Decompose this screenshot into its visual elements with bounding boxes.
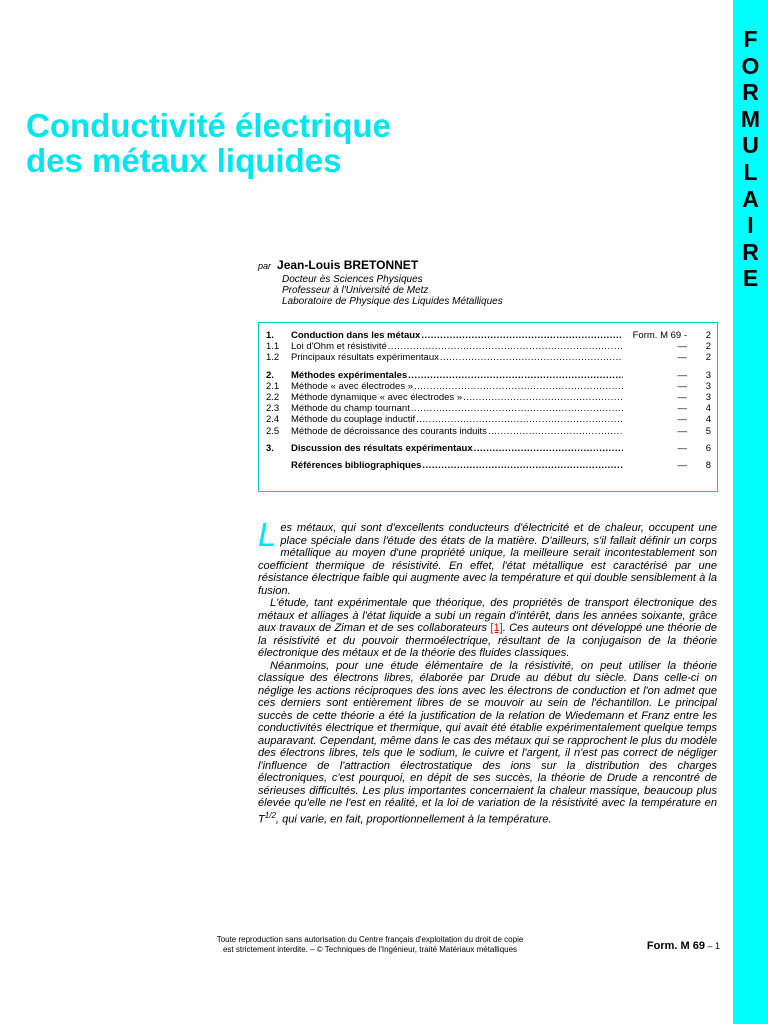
toc-entry-label-wrap [291, 426, 623, 437]
toc-entry[interactable] [266, 403, 711, 414]
toc-entry-page: 6 [705, 442, 711, 454]
paragraph-2-text: L'étude, tant expérimentale que théorique, des propriétés de transport électronique des métaux et alliages à l'état liquide a subi un regain d'intérêt, dans les années soixante, grâce aux travaux de Ziman et de ses collaborateurs [258, 597, 717, 634]
sidebar-letter: E [742, 265, 759, 292]
sidebar-letter: R [742, 79, 759, 106]
toc-entry-label-wrap [291, 403, 623, 414]
page-reference [560, 940, 720, 952]
credential-line: Laboratoire de Physique des Liquides Métalliques [282, 296, 503, 307]
toc-entry-page: 4 [705, 414, 711, 426]
toc-entry-label: Discussion des résultats expérimentaux [291, 442, 473, 454]
toc-entry-label: Références bibliographiques [291, 459, 422, 471]
copyright-line-2: est strictement interdite. – © Techniques de l'Ingénieur, traité Matériaux métalliques [222, 944, 518, 954]
toc-leader-dots [408, 370, 623, 381]
toc-entry[interactable] [266, 460, 711, 471]
toc-entry-label: Méthode de décroissance des courants induits [291, 425, 487, 437]
table-of-contents [258, 322, 718, 492]
page-number: – 1 [704, 941, 720, 951]
paragraph-2 [258, 597, 717, 660]
toc-entry-ref: — [677, 459, 687, 471]
toc-entry-label-wrap [291, 443, 623, 454]
toc-entry[interactable] [266, 392, 711, 403]
toc-entry-number: 1. [266, 330, 274, 341]
title-line-1: Conductivité électrique [26, 107, 391, 144]
toc-entry[interactable] [266, 352, 711, 363]
toc-leader-dots [421, 330, 623, 341]
drop-cap: L [258, 516, 277, 553]
toc-leader-dots [474, 443, 623, 454]
toc-entry-label: Conduction dans les métaux [291, 330, 421, 341]
toc-leader-dots [416, 414, 623, 425]
sidebar-letter: F [743, 26, 758, 52]
toc-entry[interactable] [266, 341, 711, 352]
toc-entry[interactable] [266, 426, 711, 437]
math-exponent: 1/2 [264, 810, 276, 820]
toc-leader-dots [388, 341, 623, 352]
toc-leader-dots [463, 392, 623, 403]
toc-entry[interactable] [266, 443, 711, 454]
sidebar-letter: I [747, 212, 754, 239]
toc-leader-dots [422, 460, 623, 471]
document-title [26, 108, 586, 178]
author-name: Jean-Louis BRETONNET [277, 258, 419, 272]
toc-entry-ref: — [677, 352, 687, 364]
toc-leader-dots [488, 426, 623, 437]
citation-link[interactable]: [1] [490, 622, 503, 634]
toc-entry-label: Méthode « avec électrodes » [291, 380, 413, 392]
toc-entry-page: 8 [705, 459, 711, 471]
toc-entry-label-wrap [291, 414, 623, 425]
sidebar-letter: M [740, 105, 761, 132]
paragraph-2-text-end: . Ces auteurs ont développé une théorie de la résistivité et du pouvoir thermoélectrique, résultant de la conjugaison de la théorie électronique des métaux et de la théorie des fluides classiques. [258, 622, 717, 659]
paragraph-3-text: Néanmoins, pour une étude élémentaire de la résistivité, on peut utiliser la théorie classique des électrons libres, élaborée par Drude au début du siècle. Dans celle-ci on néglige les actions réciproques des ions avec les électrons de conduction et l'on admet que ces derniers sont entièrement libres de se mouvoir au sein de l'échantillon. Le principal succès de cette théorie a été la justification de la relation de Wiedemann et Franz entre les conductivités électrique et thermique, qui avait été établie expérimentalement quelque temps auparavant. Cependant, même dans le cas des métaux qui se rapprochent le plus du modèle des électrons libres, tels que le sodium, le cuivre et l'argent, il n'est pas correct de négliger l'influence de l'attraction électrostatique des ions sur la distribution des charges électroniques, c'est pourquoi, en dépit de ses succès, la théorie de Drude a rencontré de sérieuses difficultés. Les plus importantes concernaient la chaleur massique, beaucoup plus élevée qu'elle ne l'est en réalité, et la loi de variation de la résistivité avec la température en [258, 659, 717, 809]
sidebar-letter: L [743, 158, 758, 185]
copyright-line-1: Toute reproduction sans autorisation du Centre français d'exploitation du droit de copie [216, 935, 524, 944]
toc-entry-label: Méthodes expérimentales [291, 369, 408, 381]
toc-entry-ref: — [677, 341, 687, 353]
credential-line: Docteur ès Sciences Physiques [282, 274, 423, 285]
toc-entry-page: 5 [705, 425, 711, 437]
toc-entry-page: 3 [705, 380, 711, 392]
toc-leader-dots [411, 403, 623, 414]
toc-leader-dots [440, 352, 623, 363]
credential-line: Professeur à l'Université de Metz [282, 285, 429, 296]
toc-entry-number: 3. [266, 442, 274, 454]
toc-entry-label: Méthode du champ tournant [291, 403, 410, 415]
toc-entry-label: Méthode du couplage inductif [291, 414, 416, 426]
toc-entry[interactable] [266, 381, 711, 392]
toc-entry-ref: — [677, 403, 687, 415]
math-variable: T [258, 813, 265, 826]
toc-entry-number: 2.2 [266, 391, 280, 403]
toc-entry-ref: — [677, 369, 687, 381]
toc-entry-label-wrap [291, 460, 623, 471]
toc-entry-page: 4 [705, 403, 711, 415]
toc-entry-label-wrap [291, 381, 623, 392]
toc-entry-number: 1.1 [266, 341, 280, 353]
title-line-2: des métaux liquides [26, 142, 342, 179]
sidebar-formulaire-label [733, 26, 768, 292]
sidebar-letter: A [742, 185, 759, 212]
form-label: Form. M 69 [646, 940, 705, 952]
toc-entry-number: 2. [266, 369, 274, 381]
toc-entry-page: 2 [705, 341, 711, 353]
toc-entry[interactable] [266, 330, 711, 341]
toc-entry-number: 1.2 [266, 352, 280, 364]
sidebar-letter: U [742, 132, 759, 159]
toc-entry[interactable] [266, 370, 711, 381]
paragraph-1-text: es métaux, qui sont d'excellents conducteurs d'électricité et de chaleur, occupent une place spéciale dans l'étude des états de la matière. D'ailleurs, s'il fallait définir un corps métallique au moyen d'une propriété unique, la meilleure serait incontestablement son coefficient thermique de résistivité. En effet, l'état métallique est caractérisé par une résistance électrique faible qui augmente avec la température et qui double sensiblement à la fusion. [258, 522, 717, 597]
toc-entry-ref: — [677, 391, 687, 403]
toc-entry-page: 3 [705, 391, 711, 403]
toc-entry-ref: Form. M 69 - [632, 330, 687, 341]
paragraph-3 [258, 660, 717, 826]
byline [258, 256, 718, 307]
toc-entry-ref: — [677, 414, 687, 426]
sidebar-letter: R [742, 238, 759, 265]
toc-entry-number: 2.5 [266, 425, 280, 437]
sidebar-letter: O [741, 52, 760, 79]
toc-leader-dots [414, 381, 623, 392]
body-text [258, 516, 717, 826]
toc-entry-ref: — [677, 425, 687, 437]
toc-entry-label-wrap [291, 341, 623, 352]
toc-entry-label: Loi d'Ohm et résistivité [291, 341, 387, 353]
toc-entry-number: 2.4 [266, 414, 280, 426]
toc-entry-page: 2 [705, 330, 711, 341]
paragraph-3-text-end: , qui varie, en fait, proportionnellement à la température. [275, 813, 552, 826]
toc-entry-label-wrap [291, 330, 623, 341]
toc-entry-page: 3 [705, 369, 711, 381]
toc-entry-number: 2.1 [266, 380, 280, 392]
toc-entry-label-wrap [291, 370, 623, 381]
toc-entry-label: Méthode dynamique « avec électrodes » [291, 391, 463, 403]
toc-entry-label: Principaux résultats expérimentaux [291, 352, 439, 364]
toc-entry[interactable] [266, 414, 711, 425]
toc-entry-number: 2.3 [266, 403, 280, 415]
byline-par: par [258, 261, 272, 271]
toc-entry-page: 2 [705, 352, 711, 364]
paragraph-1 [258, 516, 717, 597]
toc-entry-label-wrap [291, 352, 623, 363]
copyright-notice [170, 935, 570, 954]
toc-entry-ref: — [677, 380, 687, 392]
toc-entry-ref: — [677, 442, 687, 454]
toc-entry-label-wrap [291, 392, 623, 403]
